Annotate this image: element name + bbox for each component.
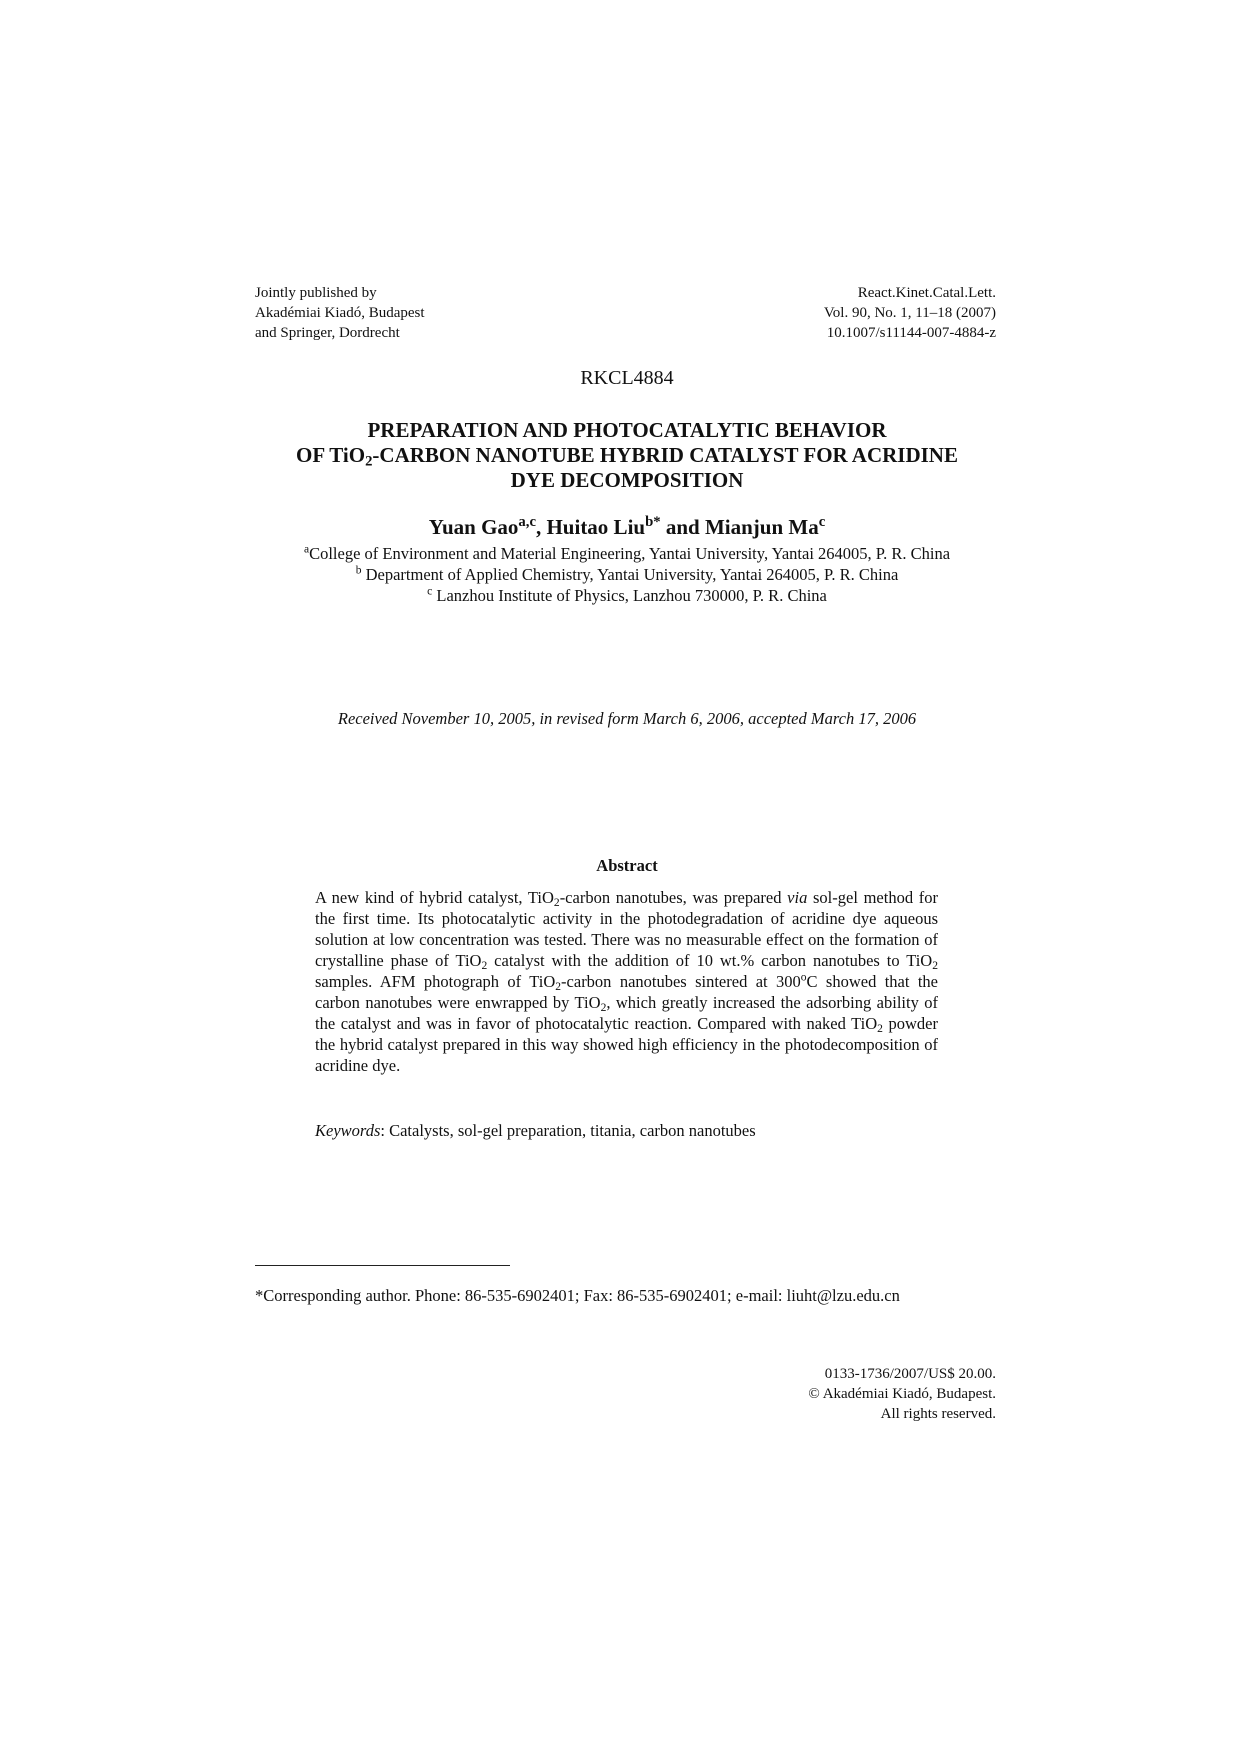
keywords-label: Keywords xyxy=(315,1121,381,1140)
copyright-line: © Akadémiai Kiadó, Budapest. xyxy=(808,1386,996,1402)
copyright-line: All rights reserved. xyxy=(880,1406,996,1422)
footnote-divider xyxy=(255,1265,510,1266)
journal-line: Vol. 90, No. 1, 11–18 (2007) xyxy=(823,305,996,321)
abstract-text: A new kind of hybrid catalyst, TiO$_2$-carbon nanotubes, was prepared via sol-gel method for the first time. Its photocatalytic activity in the photodegradation of acridine dye aqueous solution at low concentration was tested. There was no measurable effect on the formation of crystalline phase of TiO$_2$ catalyst with the addition of 10 wt.% carbon nanotubes to TiO$_2$ samples. AFM photograph of TiO$_2$-carbon nanotubes sintered at 300$^o$C showed that the carbon nanotubes were enwrapped by TiO$_2$, which greatly increased the adsorbing ability of the catalyst and was in favor of photocatalytic reaction. Compared with naked TiO$_2$ powder the hybrid catalyst prepared in this way showed high efficiency in the photodecomposition of acridine dye. xyxy=(315,888,938,1075)
journal-line: 10.1007/s11144-007-4884-z xyxy=(826,325,996,341)
journal-info xyxy=(824,283,996,343)
affiliation-line: $^a$College of Environment and Material Engineering, Yantai University, Yantai 264005, P. R. China xyxy=(303,543,951,563)
paper-title xyxy=(0,418,1240,493)
author-name: Mianjun Ma xyxy=(704,515,819,539)
title-line-2: OF TiO$_2$-CARBON NANOTUBE HYBRID CATALYST FOR ACRIDINE xyxy=(296,443,958,470)
affiliation-line: $^b$ Department of Applied Chemistry, Yantai University, Yantai 264005, P. R. China xyxy=(355,564,899,584)
article-code: RKCL4884 xyxy=(580,367,674,389)
author-name: Yuan Gao xyxy=(428,515,519,539)
abstract-heading: Abstract xyxy=(596,856,658,875)
keywords xyxy=(315,1121,1015,1141)
author-affil-mark: b* xyxy=(645,513,661,530)
received-dates: Received November 10, 2005, in revised form March 6, 2006, accepted March 17, 2006 xyxy=(337,709,917,728)
publisher-info xyxy=(255,283,425,343)
journal-line: React.Kinet.Catal.Lett. xyxy=(857,285,996,301)
publisher-line: Jointly published by xyxy=(255,285,377,301)
corresponding-author-footnote: *Corresponding author. Phone: 86-535-6902401; Fax: 86-535-6902401; e-mail: liuht@lzu.edu.cn xyxy=(255,1286,900,1305)
author-name: Huitao Liu xyxy=(546,515,646,539)
publisher-line: and Springer, Dordrecht xyxy=(255,325,400,341)
author-affil-mark: a,c xyxy=(518,513,536,530)
affiliation-line: $^c$ Lanzhou Institute of Physics, Lanzhou 730000, P. R. China xyxy=(427,585,827,605)
title-line-3: DYE DECOMPOSITION xyxy=(510,468,744,492)
publisher-line: Akadémiai Kiadó, Budapest xyxy=(255,305,425,321)
copyright-block xyxy=(808,1364,996,1424)
affiliations xyxy=(0,543,1240,606)
copyright-line: 0133-1736/2007/US$ 20.00. xyxy=(824,1366,996,1382)
author-affil-mark: c xyxy=(818,513,826,530)
keywords-text: : Catalysts, sol-gel preparation, titania, carbon nanotubes xyxy=(380,1121,756,1140)
title-line-1: PREPARATION AND PHOTOCATALYTIC BEHAVIOR xyxy=(367,418,887,442)
author-list: Yuan Gao$^{a,c}$, Huitao Liu$^{b*}$ and Mianjun Ma$^c$ xyxy=(428,513,826,539)
